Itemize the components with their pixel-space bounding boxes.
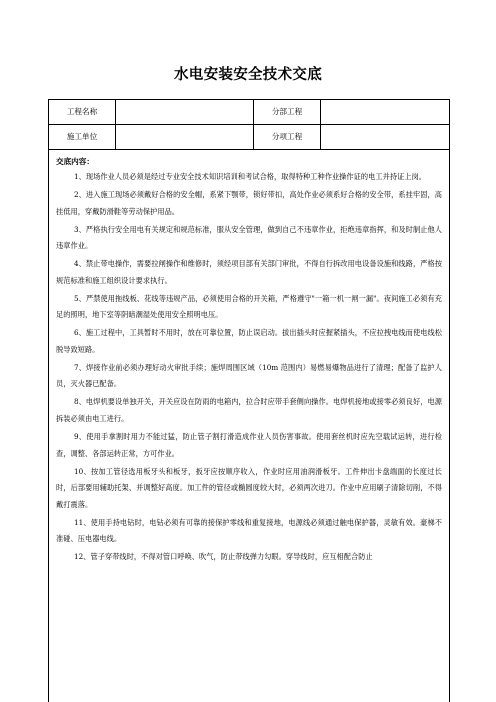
paragraph-10: 10、按加工管径选用板牙头和板牙，扳牙应按顺序收入，作业时应用油润滑板牙。工件伸出卡盘端面的长度过长时，后部要用辅助托架、并调整好高度。加工件的管径或椭圆度较大时，必须两次进刀。作业中应用刷子清除切削，不得戴打震落。 [56,466,442,509]
table-row [49,125,449,150]
paragraph-7: 7、焊接作业前必须办理好动火审批手续；施焊周围区域（10m 范围内）易燃易爆物品进行了清理；配备了监护人员，灭火器已配备。 [56,362,442,389]
paragraph-1: 1、现场作业人员必须是经过专业安全技术知识培训和考试合格，取得特种工种作业操作证的电工并持证上岗。 [74,172,427,181]
construction-unit-label: 施工单位 [49,125,116,149]
division-work-value[interactable] [321,100,451,124]
paragraph-8: 8、电焊机要设单独开关，开关应设在防雨的电箱内，拉合时应带手套侧向操作。电焊机接地或接零必须良好，电源拆装必须由电工进行。 [56,397,442,424]
disclosure-table [48,99,450,702]
paragraph-12: 12、管子穿带线时，不得对管口呼唤、吹气，防止带线弹力勾眼。穿导线时，应互相配合防止 [74,552,373,562]
paragraph-4: 4、禁止带电操作，需要拉闸操作和维修时，须经项目部有关部门审批，不得自行拆改用电设备设施和线路，严格按规范标准和施工组织设计要求执行。 [56,259,442,285]
disclosure-content [49,150,449,567]
division-work-label: 分部工程 [254,100,321,124]
subitem-work-value[interactable] [321,125,451,149]
paragraph-2: 2、进入施工现场必须戴好合格的安全帽，系紧下颚带，锁好带扣，高处作业必须系好合格的安全带，系挂牢固，高挂低用，穿戴防滑鞋等劳动保护用品。 [56,189,442,216]
construction-unit-value[interactable] [116,125,254,149]
table-row [49,100,449,125]
document-title: 水电安装安全技术交底 [174,67,322,83]
content-heading: 交底内容： [56,157,94,166]
project-name-label: 工程名称 [49,100,116,124]
paragraph-11: 11、使用手持电钻时，电钻必须有可靠的接保护零线和重复接地，电源线必须通过触电保护器，灵敏有效。豪梯不准碰、压电器电线。 [56,517,442,544]
subitem-work-label: 分项工程 [254,125,321,149]
project-name-value[interactable] [116,100,254,124]
paragraph-5: 5、严禁使用拖线板、花线等违规产品，必须使用合格的开关箱，严格遵守"一箱一机一闸一漏"。夜间施工必须有充足的照明，地下室等阴暗潮湿处使用安全照明电压。 [56,293,442,320]
paragraph-9: 9、使用手拿割时用力不能过猛，防止管子割打滑造成作业人员伤害事故。使用套丝机时应先空载试运转，进行检查，调整、各部运转正常，方可作业。 [56,432,442,458]
paragraph-3: 3、严格执行安全用电有关规定和规范标准，服从安全管理，做到自己不违章作业，拒绝违章指挥，和及时制止他人违章作业。 [56,224,442,251]
paragraph-6: 6、施工过程中，工具暂时不用时，放在可靠位置，防止误启动。拔出插头时应握紧插头，不应拉拽电线而使电线松脱导致短路。 [56,328,442,354]
